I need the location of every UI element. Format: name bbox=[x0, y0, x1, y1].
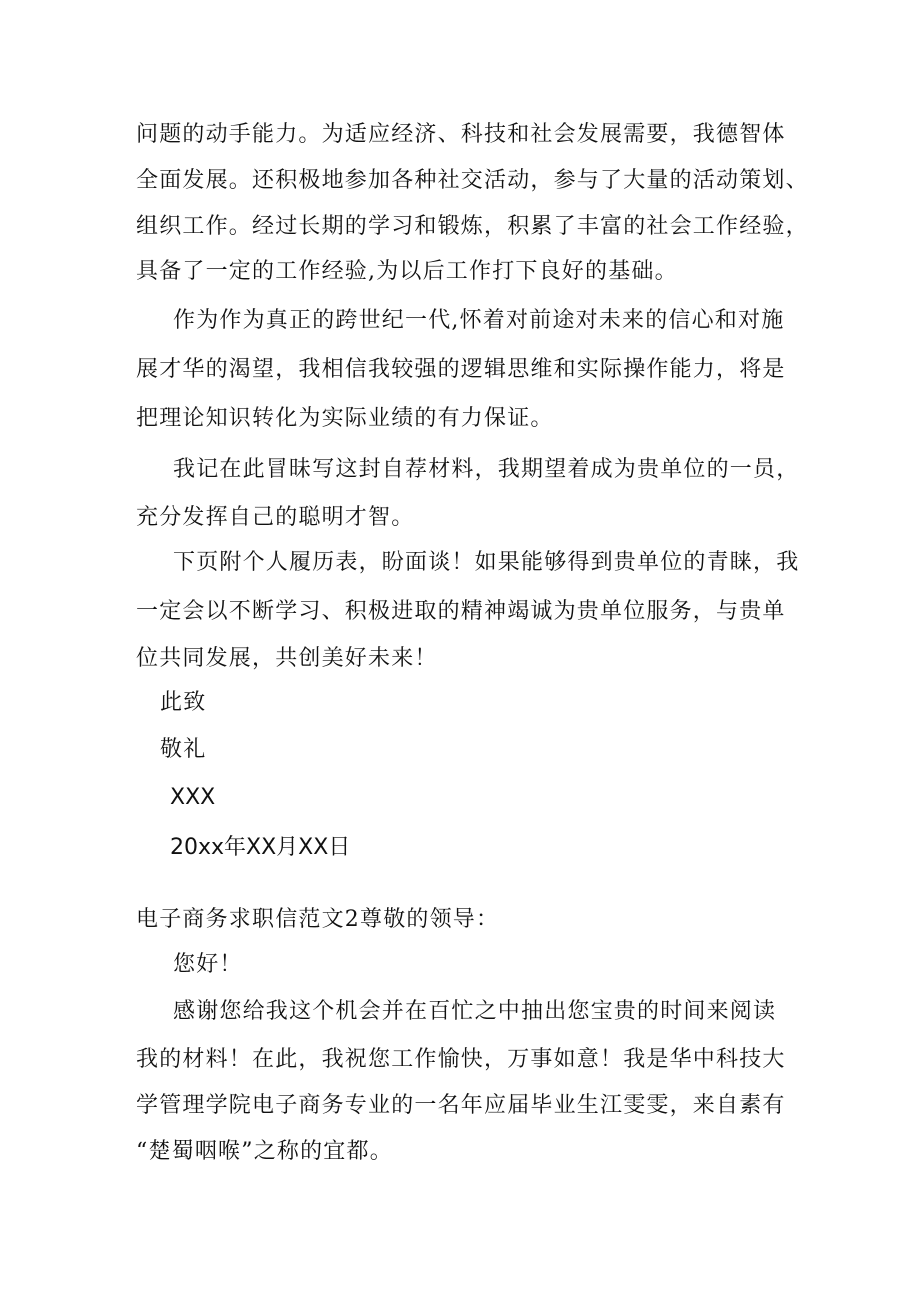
section-2-line-3: 学管理学院电子商务专业的一名年应届毕业生江雯雯，来自素有 bbox=[136, 1093, 786, 1118]
section-2-line-2: 我的材料！在此，我祝您工作愉快，万事如意！我是华中科技大 bbox=[136, 1047, 786, 1072]
paragraph-3-line-1: 我记在此冒昧写这封自荐材料，我期望着成为贵单位的一员， bbox=[173, 457, 800, 482]
paragraph-4-line-2: 一定会以不断学习、积极进取的精神竭诚为贵单位服务，与贵单 bbox=[136, 599, 786, 624]
paragraph-3-line-2: 充分发挥自己的聪明才智。 bbox=[136, 505, 415, 530]
paragraph-1-line-3: 组织工作。经过长期的学习和锻炼，积累了丰富的社会工作经验， bbox=[136, 214, 809, 239]
paragraph-2-line-3: 把理论知识转化为实际业绩的有力保证。 bbox=[136, 406, 554, 431]
paragraph-1-line-4: 具备了一定的工作经验,为以后工作打下良好的基础。 bbox=[136, 259, 678, 284]
paragraph-2-line-1: 作为作为真正的跨世纪一代,怀着对前途对未来的信心和对施 bbox=[173, 308, 785, 333]
section-2-line-4: “楚蜀咽喉”之称的宜都。 bbox=[136, 1139, 393, 1164]
section-2-heading: 电子商务求职信范文2尊敬的领导： bbox=[136, 907, 500, 932]
paragraph-4-line-3: 位共同发展，共创美好未来！ bbox=[136, 646, 438, 671]
section-2-greeting: 您好！ bbox=[173, 952, 243, 977]
closing-regards: 敬礼 bbox=[160, 737, 207, 762]
paragraph-4-line-1: 下页附个人履历表，盼面谈！如果能够得到贵单位的青睐，我 bbox=[173, 550, 800, 575]
closing-salutation: 此致 bbox=[160, 690, 207, 715]
paragraph-1-line-2: 全面发展。还积极地参加各种社交活动，参与了大量的活动策划、 bbox=[136, 168, 809, 193]
paragraph-2-line-2: 展才华的渴望，我相信我较强的逻辑思维和实际操作能力，将是 bbox=[136, 357, 786, 382]
closing-signature: XXX bbox=[170, 785, 216, 810]
closing-date: 20xx年XX月XX日 bbox=[170, 835, 351, 860]
paragraph-1-line-1: 问题的动手能力。为适应经济、科技和社会发展需要，我德智体 bbox=[136, 122, 786, 147]
section-2-line-1: 感谢您给我这个机会并在百忙之中抽出您宝贵的时间来阅读 bbox=[173, 999, 777, 1024]
